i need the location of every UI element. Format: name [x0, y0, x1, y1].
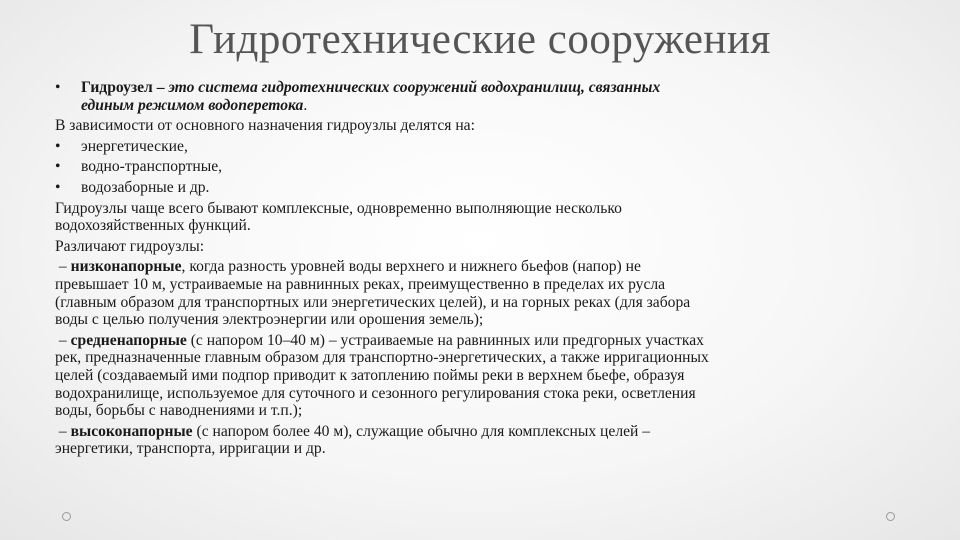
low-head-line-3: (главным образом для транспортных или энергетических целей), и на горных реках (для забора [55, 293, 691, 311]
complex-text-2: водохозяйственных функций. [55, 217, 251, 235]
medium-head-line-5: воды, борьбы с наводнениями и т.п.); [55, 402, 303, 420]
list-item-label: энергетические, [81, 137, 188, 155]
list-item-label: водозаборные и др. [81, 178, 210, 196]
list-item-transport [55, 158, 905, 176]
definition-text-1: это система гидротехнических сооружений водохранилищ, связанных [164, 79, 661, 96]
definition-period: . [303, 96, 308, 114]
dash: – [55, 258, 71, 276]
high-head-line-2: энергетики, транспорта, ирригации и др. [55, 440, 326, 458]
definition-line-1 [55, 79, 905, 97]
medium-head-text-1: (с напором 10–40 м) – устраиваемые на равнинных или предгорных участках [186, 331, 704, 349]
list-item-label: водно-транспортные, [81, 158, 223, 176]
medium-head-term: средненапорные [70, 331, 187, 349]
corner-circle-icon [62, 512, 71, 521]
definition-term: Гидроузел – [81, 79, 165, 96]
definition-line-2 [55, 97, 905, 115]
high-head-line-1 [55, 423, 905, 441]
high-head-term: высоконапорные [70, 422, 193, 440]
corner-circle-icon [886, 512, 895, 521]
slide-body [55, 79, 905, 458]
medium-head-line-3: целей (создаваемый ими подпор приводит к затоплению поймы реки в верхнем бьефе, образуя [55, 366, 685, 384]
medium-head-line-4: водохранилище, используемое для суточного и сезонного регулирования стока реки, осветления [55, 384, 696, 402]
low-head-line-1 [55, 258, 905, 276]
medium-head-line-1 [55, 332, 905, 350]
list-item-energy [55, 138, 905, 156]
medium-head-line-2: рек, предназначенные главным образом для транспортно-энергетических, а также ирригационных [55, 349, 709, 367]
low-head-line-2: превышает 10 м, устраиваемые на равнинных реках, преимущественно в пределах их русла [55, 275, 666, 293]
bullet-icon: • [55, 137, 61, 155]
bullet-icon: • [55, 158, 61, 176]
low-head-term: низконапорные [70, 258, 182, 276]
low-head-line-4: воды с целью получения электроэнергии или орошения земель); [55, 311, 484, 329]
list-item-intake [55, 179, 905, 197]
dash: – [55, 331, 71, 349]
dash: – [55, 422, 71, 440]
distinguish-text: Различают гидроузлы: [55, 237, 205, 255]
intro-text: В зависимости от основного назначения гидроузлы делятся на: [55, 117, 475, 135]
slide-title: Гидротехнические сооружения [189, 16, 771, 63]
bullet-icon: • [55, 79, 61, 96]
definition-text-2: единым режимом водоперетока [81, 96, 304, 114]
bullet-icon: • [55, 178, 61, 196]
low-head-text-1: , когда разность уровней воды верхнего и нижнего бьефов (напор) не [181, 258, 641, 276]
complex-text-1: Гидроузлы чаще всего бывают комплексные, одновременно выполняющие несколько [55, 199, 622, 217]
high-head-text-1: (с напором более 40 м), служащие обычно для комплексных целей – [192, 422, 651, 440]
